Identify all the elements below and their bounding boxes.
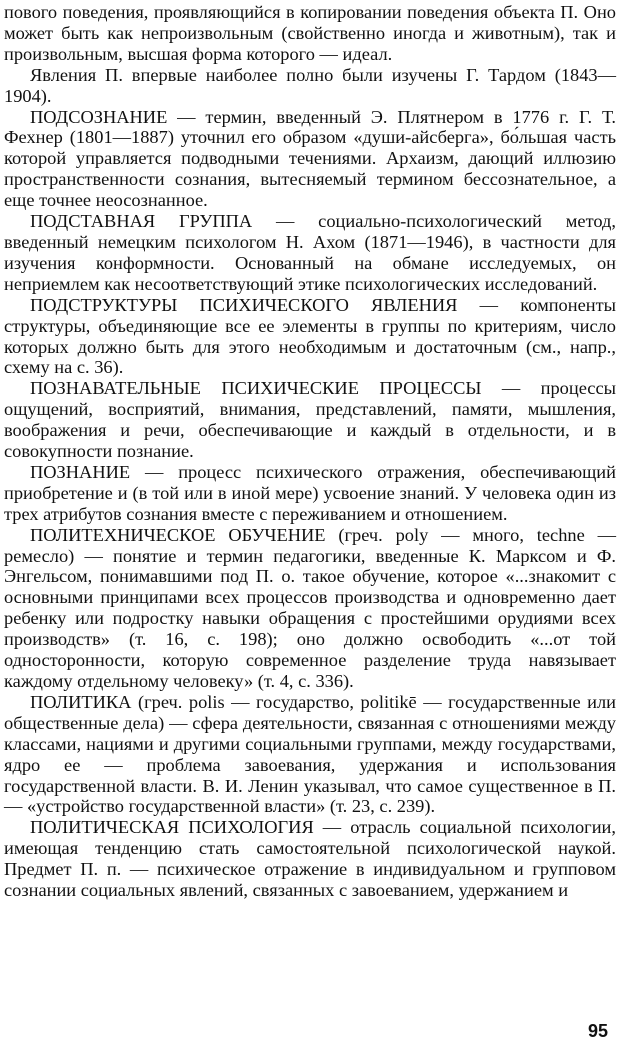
- entry-poznavatelnye-processy: ПОЗНАВАТЕЛЬНЫЕ ПСИХИЧЕСКИЕ ПРОЦЕССЫ — процессы ощущений, восприятий, внимания, представлений, памяти, мышления, воображения и речи, обеспечивающие и каждый в отдельности, и в совокупности познание.: [4, 378, 616, 462]
- entry-continuation: пового поведения, проявляющийся в копировании поведения объекта П. Оно может быть как непроизвольным (свойственно иногда и животным), так и произвольным, высшая форма которого — идеал.: [4, 2, 616, 64]
- entry-politicheskaya-psikhologiya: ПОЛИТИЧЕСКАЯ ПСИХОЛОГИЯ — отрасль социальной психологии, имеющая тенденцию стать самостоятельной психологической наукой. Предмет П. п. — психическое отражение в индивидуальном и групповом сознании социальных явлений, связанных с завоеванием, удержанием и: [4, 817, 616, 901]
- entry-podstruktury: ПОДСТРУКТУРЫ ПСИХИЧЕСКОГО ЯВЛЕНИЯ — компоненты структуры, объединяющие все ее элементы в группы по критериям, число которых должно быть для этого необходимым и достаточным (см., напр., схему на с. 36).: [4, 294, 616, 378]
- entry-politika: ПОЛИТИКА (греч. polis — государство, politikē — государственные или общественные дела) — сфера деятельности, связанная с отношениями между классами, нациями и другими социальными группами, между государствами, ядро ее — проблема завоевания, удержания и использования государственной власти. В. И. Ленин указывал, что самое существенное в П. — «устройство государственной власти» (т. 23, с. 239).: [4, 691, 616, 817]
- page-number: 95: [587, 1021, 608, 1041]
- entry-podsoznanie: ПОДСОЗНАНИЕ — термин, введенный Э. Плятнером в 1776 г. Г. Т. Фехнер (1801—1887) уточнил его образом «души-айсберга», бо́льшая часть которой управляется подводными течениями. Архаизм, дающий иллюзию пространственности сознания, вытесняемый термином бессознательное, а еще точнее неосознанное.: [4, 106, 616, 211]
- entry-poznanie: ПОЗНАНИЕ — процесс психического отражения, обеспечивающий приобретение и (в той или в иной мере) усвоение знаний. У человека один из трех атрибутов сознания вместе с переживанием и отношением.: [4, 461, 616, 524]
- entry-podstavnaya-gruppa: ПОДСТАВНАЯ ГРУППА — социально-психологический метод, введенный немецким психологом Н. Ахом (1871—1946), в частности для изучения конформности. Основанный на обмане исследуемых, он неприемлем как несоответствующий этике психологических исследований.: [4, 211, 616, 294]
- entry-continuation-note: Явления П. впервые наиболее полно были изучены Г. Тардом (1843—1904).: [4, 64, 616, 106]
- entry-politekhnicheskoe-obuchenie: ПОЛИТЕХНИЧЕСКОЕ ОБУЧЕНИЕ (греч. poly — много, techne — ремесло) — понятие и термин педагогики, введенные К. Марксом и Ф. Энгельсом, понимавшими под П. о. такое обучение, которое «...знакомит с основными принципами всех процессов производства и одновременно дает ребенку или подростку навыки обращения с простейшими орудиями всех производств» (т. 16, с. 198); оно должно освободить «...от той односторонности, которую современное разделение труда навязывает каждому отдельному человеку» (т. 4, с. 336).: [4, 524, 616, 691]
